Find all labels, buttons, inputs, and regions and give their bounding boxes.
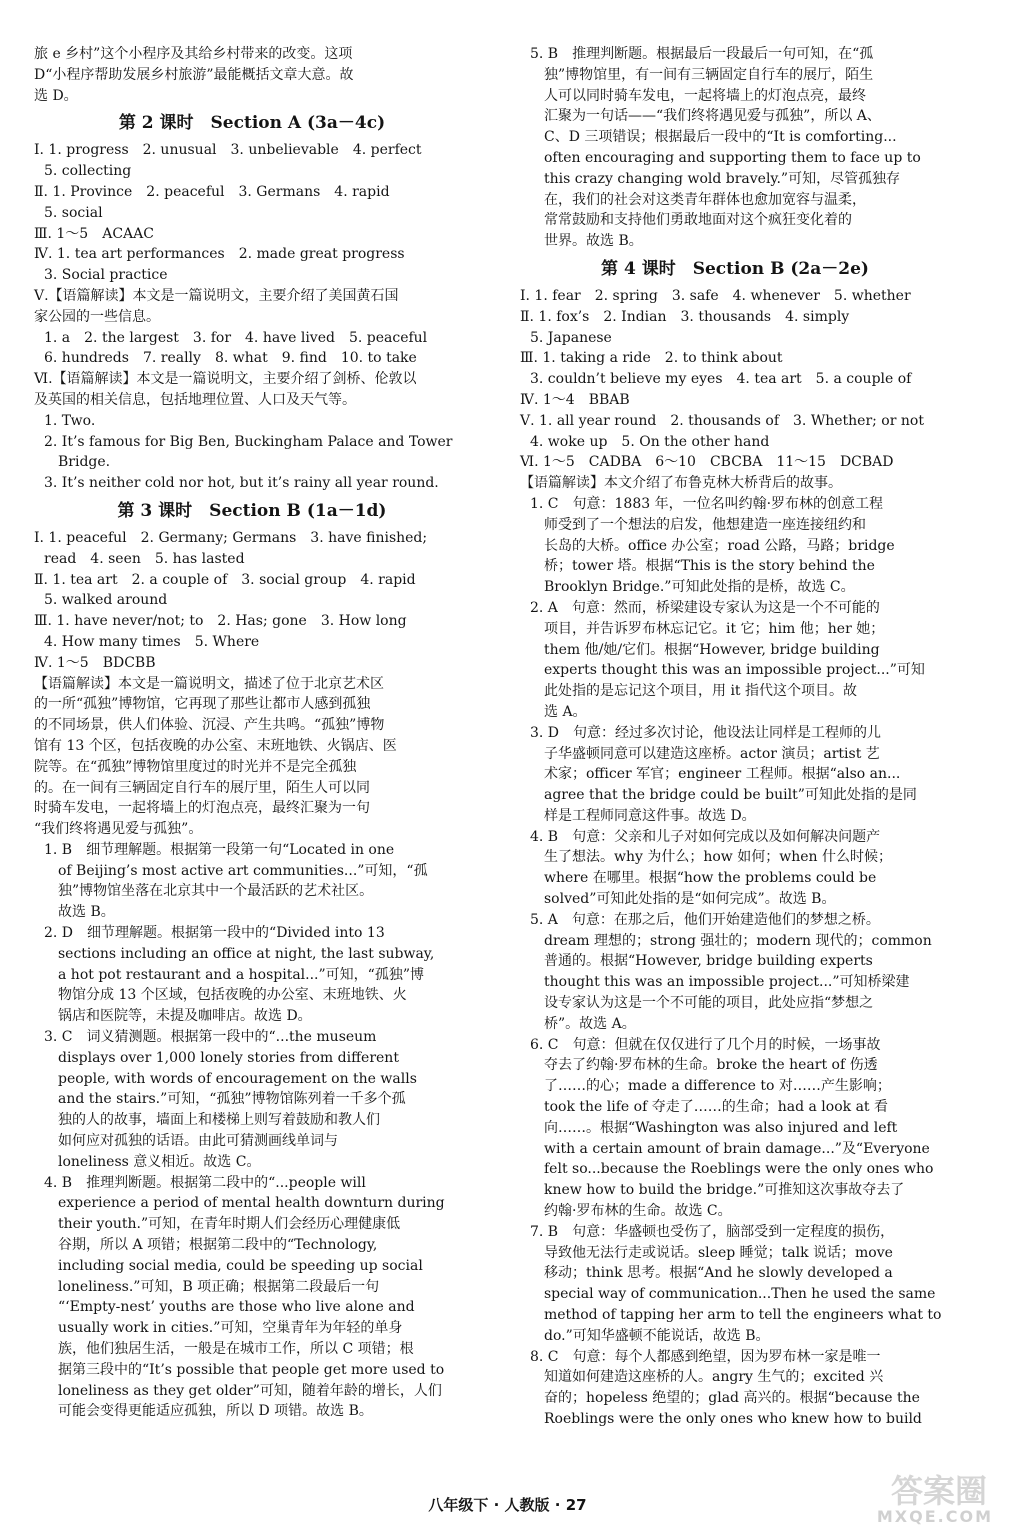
text-line: 了……的心；made a difference to 对……产生影响； [544,1078,891,1095]
text-line: 约翰·罗布林的生命。故选 C。 [544,1203,732,1220]
text-line: 移动；think 思考。根据“And he slowly developed a [544,1265,893,1282]
text-line: 院等。在“孤独”博物馆里度过的时光并不是完全孤独 [34,758,357,775]
page-footer: 八年级下 · 人教版 · 27 [428,1496,587,1514]
text-line: 长岛的大桥。office 办公室；road 公路，马路；bridge [544,537,895,554]
text-line: 物馆分成 13 个区域，包括夜晚的办公室、末班地铁、火 [58,987,407,1004]
text-line: 2. D 细节理解题。根据第一段中的“Divided into 13 [44,925,385,942]
text-line: special way of communication...Then he used the same [544,1286,936,1303]
text-line: 桥”。故选 A。 [544,1015,636,1032]
text-line: 4. B 句意：父亲和儿子对如何完成以及如何解决问题产 [530,828,881,845]
text-line: 谷期，所以 A 项错；根据第二段中的“Technology, [58,1237,378,1254]
text-line: them 他/她/它们。根据“However, bridge building [544,641,880,658]
text-line: 师受到了一个想法的启发，他想建造一座连接纽约和 [544,516,866,533]
text-line: 5. collecting [44,163,132,180]
text-line: 的一所“孤独”博物馆，它再现了那些让都市人感到孤独 [34,696,371,713]
text-line: “我们终将遇见爱与孤独”。 [34,821,203,838]
text-line: 选 A。 [544,703,587,720]
text-line: 5. B 推理判断题。根据最后一段最后一句可知，在“孤 [530,46,874,62]
text-line: 2. A 句意：然而，桥梁建设专家认为这是一个不可能的 [530,599,880,616]
text-line: 奋的；hopeless 绝望的；glad 高兴的。根据“because the [544,1390,920,1407]
text-line: 3. D 句意：经过多次讨论，他设法让同样是工程师的儿 [530,724,882,741]
text-line: loneliness 意义相近。故选 C。 [58,1153,261,1170]
section-heading: 第 3 课时 Section B (1a－1d) [117,500,387,521]
text-line: 3. C 词义猜测题。根据第一段中的“...the museum [44,1029,377,1046]
text-line: 【语篇解读】本文是一篇说明文，描述了位于北京艺术区 [34,675,384,692]
text-line: loneliness as they get older”可知，随着年龄的增长，人们 [58,1382,442,1399]
text-line: 夺去了约翰·罗布林的生命。broke the heart of 伤透 [544,1057,878,1074]
text-line: their youth.”可知，在青年时期人们会经历心理健康低 [58,1216,401,1233]
text-line: 5. social [44,204,103,221]
text-line: 8. C 句意：每个人都感到绝望，因为罗布林一家是唯一 [530,1348,881,1365]
left-column [34,44,470,1422]
text-line: where 在哪里。根据“how the problems could be [544,870,877,887]
text-line: Ⅳ. 1. tea art performances 2. made great progress [34,246,405,263]
text-line: 馆有 13 个区，包括夜晚的办公室、末班地铁、火锅店、医 [34,737,397,754]
text-line: 如何应对孤独的话语。由此可猜测画线单词与 [58,1133,338,1150]
text-line: Ⅲ. 1～5 ACAAC [34,225,154,242]
right-column [520,44,950,1430]
text-line: 1. a 2. the largest 3. for 4. have lived 5. peaceful [44,329,428,346]
text-line: 普通的。根据“However, bridge building experts [544,953,873,970]
text-line: 及英国的相关信息，包括地理位置、人口及天气等。 [34,391,356,408]
text-line: agree that the bridge could be built”可知此处指的是同 [544,787,917,804]
text-line: 4. How many times 5. Where [44,633,260,650]
text-line: 族，他们独居生活，一般是在城市工作，所以 C 项错；根 [58,1341,414,1358]
watermark-logo [827,1466,997,1526]
text-line: felt so...because the Roeblings were the only ones who [544,1161,934,1178]
text-line: Roeblings were the only ones who knew how to build [544,1411,922,1427]
text-line: 选 D。 [34,87,78,104]
text-line: 家公园的一些信息。 [34,308,160,325]
text-line: 锅店和医院等，未提及咖啡店。故选 D。 [58,1008,312,1025]
text-line: 3. It’s neither cold nor hot, but it’s rainy all year round. [44,475,439,492]
text-line: 的不同场景，供人们体验、沉浸、产生共鸣。“孤独”博物 [34,717,385,734]
text-line: Ⅱ. 1. Province 2. peaceful 3. Germans 4. rapid [34,183,390,200]
text-line: Ⅰ. 1. peaceful 2. Germany; Germans 3. have finished; [34,529,428,546]
text-line: of Beijing’s most active art communities...”可知，“孤 [58,862,428,879]
text-line: 6. hundreds 7. really 8. what 9. find 10. to take [44,350,417,367]
text-line: Ⅴ. 1. all year round 2. thousands of 3. Whether; or not [520,412,924,429]
text-line: Ⅱ. 1. fox’s 2. Indian 3. thousands 4. simply [520,308,850,325]
text-line: 知道如何建造这座桥的人。angry 生气的；excited 兴 [544,1369,884,1386]
text-line: C、D 三项错误；根据最后一段中的“It is comforting... [544,129,897,146]
text-line: 导致他无法行走或说话。sleep 睡觉；talk 说话；move [544,1244,893,1261]
text-line: 3. couldn’t believe my eyes 4. tea art 5. a couple of [530,371,912,388]
text-line: 1. B 细节理解题。根据第一段第一句“Located in one [44,841,395,858]
text-line: solved”可知此处指的是“如何完成”。故选 B。 [544,891,836,908]
text-line: people, with words of encouragement on the walls [58,1070,417,1087]
text-line: 样是工程师同意这件事。故选 D。 [544,807,756,824]
text-line: do.”可知华盛顿不能说话，故选 B。 [544,1327,770,1344]
text-line: took the life of 夺走了……的生命；had a look at 看 [544,1099,888,1116]
text-line: this crazy changing wold bravely.”可知，尽管孤独存 [544,170,901,187]
text-line: 在，我们的社会对这类青年群体也愈加宽容与温柔， [544,191,866,208]
text-line: 人可以同时骑车发电，一起将墙上的灯泡点亮，最终 [544,87,866,104]
section-heading: 第 4 课时 Section B (2a－2e) [601,258,869,279]
text-line: 1. C 句意：1883 年，一位名叫约翰·罗布林的创意工程 [530,495,884,512]
text-line: Ⅰ. 1. progress 2. unusual 3. unbelievable 4. perfect [34,142,422,159]
text-line: 的。在一间有三辆固定自行车的展厅里，陌生人可以同 [34,779,370,796]
text-line: 生了想法。why 为什么；how 如何；when 什么时候； [544,849,892,866]
text-line: 独的人的故事，墙面上和楼梯上则写着鼓励和教人们 [58,1112,380,1129]
text-line: Ⅲ. 1. have never/not; to 2. Has; gone 3. How long [34,613,407,630]
text-line: including social media, could be speeding up social [58,1257,423,1274]
section-heading: 第 2 课时 Section A (3a－4c) [118,113,386,134]
text-line: with a certain amount of brain damage...”及“Everyone [544,1140,930,1157]
text-line: read 4. seen 5. has lasted [44,550,245,567]
text-line: Brooklyn Bridge.”可知此处指的是桥，故选 C。 [544,579,855,596]
text-line: experience a period of mental health downturn during [58,1195,445,1212]
text-line: knew how to build the bridge.”可推知这次事故夺去了 [544,1182,905,1199]
text-line: 可能会变得更能适应孤独，所以 D 项错。故选 B。 [58,1403,373,1420]
text-line: 项目，并告诉罗布林忘记它。it 它；him 他；her 她； [544,620,885,637]
text-line: 汇聚为一句话——“我们终将遇见爱与孤独”，所以 A、 [544,108,881,125]
watermark-url: MXQE.COM [876,1507,993,1526]
text-line: 5. A 句意：在那之后，他们开始建造他们的梦想之桥。 [530,911,880,928]
text-line: 4. woke up 5. On the other hand [530,433,770,450]
text-line: 据第三段中的“It’s possible that people get more used to [58,1361,445,1378]
text-line: 此处指的是忘记这个项目，用 it 指代这个项目。故 [544,683,858,700]
text-line: Bridge. [58,454,111,471]
text-line: 设专家认为这是一个不可能的项目，此处应指“梦想之 [544,995,874,1012]
text-line: 世界。故选 B。 [544,233,643,250]
watermark-logo-mark: 答案圈 [890,1472,987,1510]
text-line: 2. It’s famous for Big Ben, Buckingham Palace and Tower [44,433,453,450]
text-line: 向……。根据“Washington was also injured and left [544,1119,898,1136]
text-line: 5. Japanese [530,329,612,346]
text-line: Ⅵ. 1～5 CADBA 6～10 CBCBA 11～15 DCBAD [520,454,894,471]
text-line: 时骑车发电，一起将墙上的灯泡点亮，最终汇聚为一句 [34,800,370,817]
text-line: Ⅵ.【语篇解读】本文是一篇说明文，主要介绍了剑桥、伦敦以 [34,371,417,388]
text-line: Ⅰ. 1. fear 2. spring 3. safe 4. whenever 5. whether [520,287,911,304]
text-line: 独”博物馆里，有一间有三辆固定自行车的展厅，陌生 [544,66,874,83]
text-line: dream 理想的；strong 强壮的；modern 现代的；common [544,932,932,949]
text-line: 4. B 推理判断题。根据第二段中的“...people will [44,1174,366,1191]
text-line: displays over 1,000 lonely stories from different [58,1049,399,1066]
text-line: 桥；tower 塔。根据“This is the story behind the [544,558,875,575]
text-line: experts thought this was an impossible project...”可知 [544,662,925,679]
text-line: usually work in cities.”可知，空巢青年为年轻的单身 [58,1320,403,1337]
text-line: 1. Two. [44,412,96,429]
text-line: Ⅴ.【语篇解读】本文是一篇说明文，主要介绍了美国黄石国 [34,287,399,304]
text-line: 旅 e 乡村”这个小程序及其给乡村带来的改变。这项 [34,46,353,62]
text-line: and the stairs.”可知，“孤独”博物馆陈列着一千多个孤 [58,1091,406,1108]
text-line: “‘Empty-nest’ youths are those who live alone and [58,1299,415,1316]
text-line: loneliness.”可知，B 项正确；根据第二段最后一句 [58,1278,380,1295]
text-line: Ⅳ. 1～5 BDCBB [34,654,156,671]
text-line: Ⅱ. 1. tea art 2. a couple of 3. social group 4. rapid [34,571,416,588]
text-line: method of tapping her arm to tell the engineers what to [544,1307,942,1324]
text-line: 子华盛顿同意可以建造这座桥。actor 演员；artist 艺 [544,745,880,762]
text-line: Ⅳ. 1～4 BBAB [520,391,630,408]
text-line: 6. C 句意：但就在仅仅进行了几个月的时候，一场事故 [530,1036,881,1053]
text-line: often encouraging and supporting them to face up to [544,149,921,166]
text-line: a hot pot restaurant and a hospital...”可知，“孤独”博 [58,966,424,983]
text-line: 常常鼓励和支持他们勇敢地面对这个疯狂变化着的 [544,212,852,229]
text-line: 故选 B。 [58,904,115,921]
text-line: 5. walked around [44,592,168,609]
text-line: thought this was an impossible project...”可知桥梁建 [544,974,910,991]
text-line: Ⅲ. 1. taking a ride 2. to think about [520,350,783,367]
text-line: 独”博物馆坐落在北京其中一个最活跃的艺术社区。 [58,883,374,900]
text-line: 3. Social practice [44,267,168,284]
text-line: D“小程序帮助发展乡村旅游”最能概括文章大意。故 [34,66,354,83]
text-line: sections including an office at night, the last subway, [58,945,435,962]
text-line: 术家；officer 军官；engineer 工程师。根据“also an... [544,766,901,783]
text-line: 7. B 句意：华盛顿也受伤了，脑部受到一定程度的损伤， [530,1223,895,1240]
text-line: 【语篇解读】本文介绍了布鲁克林大桥背后的故事。 [520,475,842,492]
